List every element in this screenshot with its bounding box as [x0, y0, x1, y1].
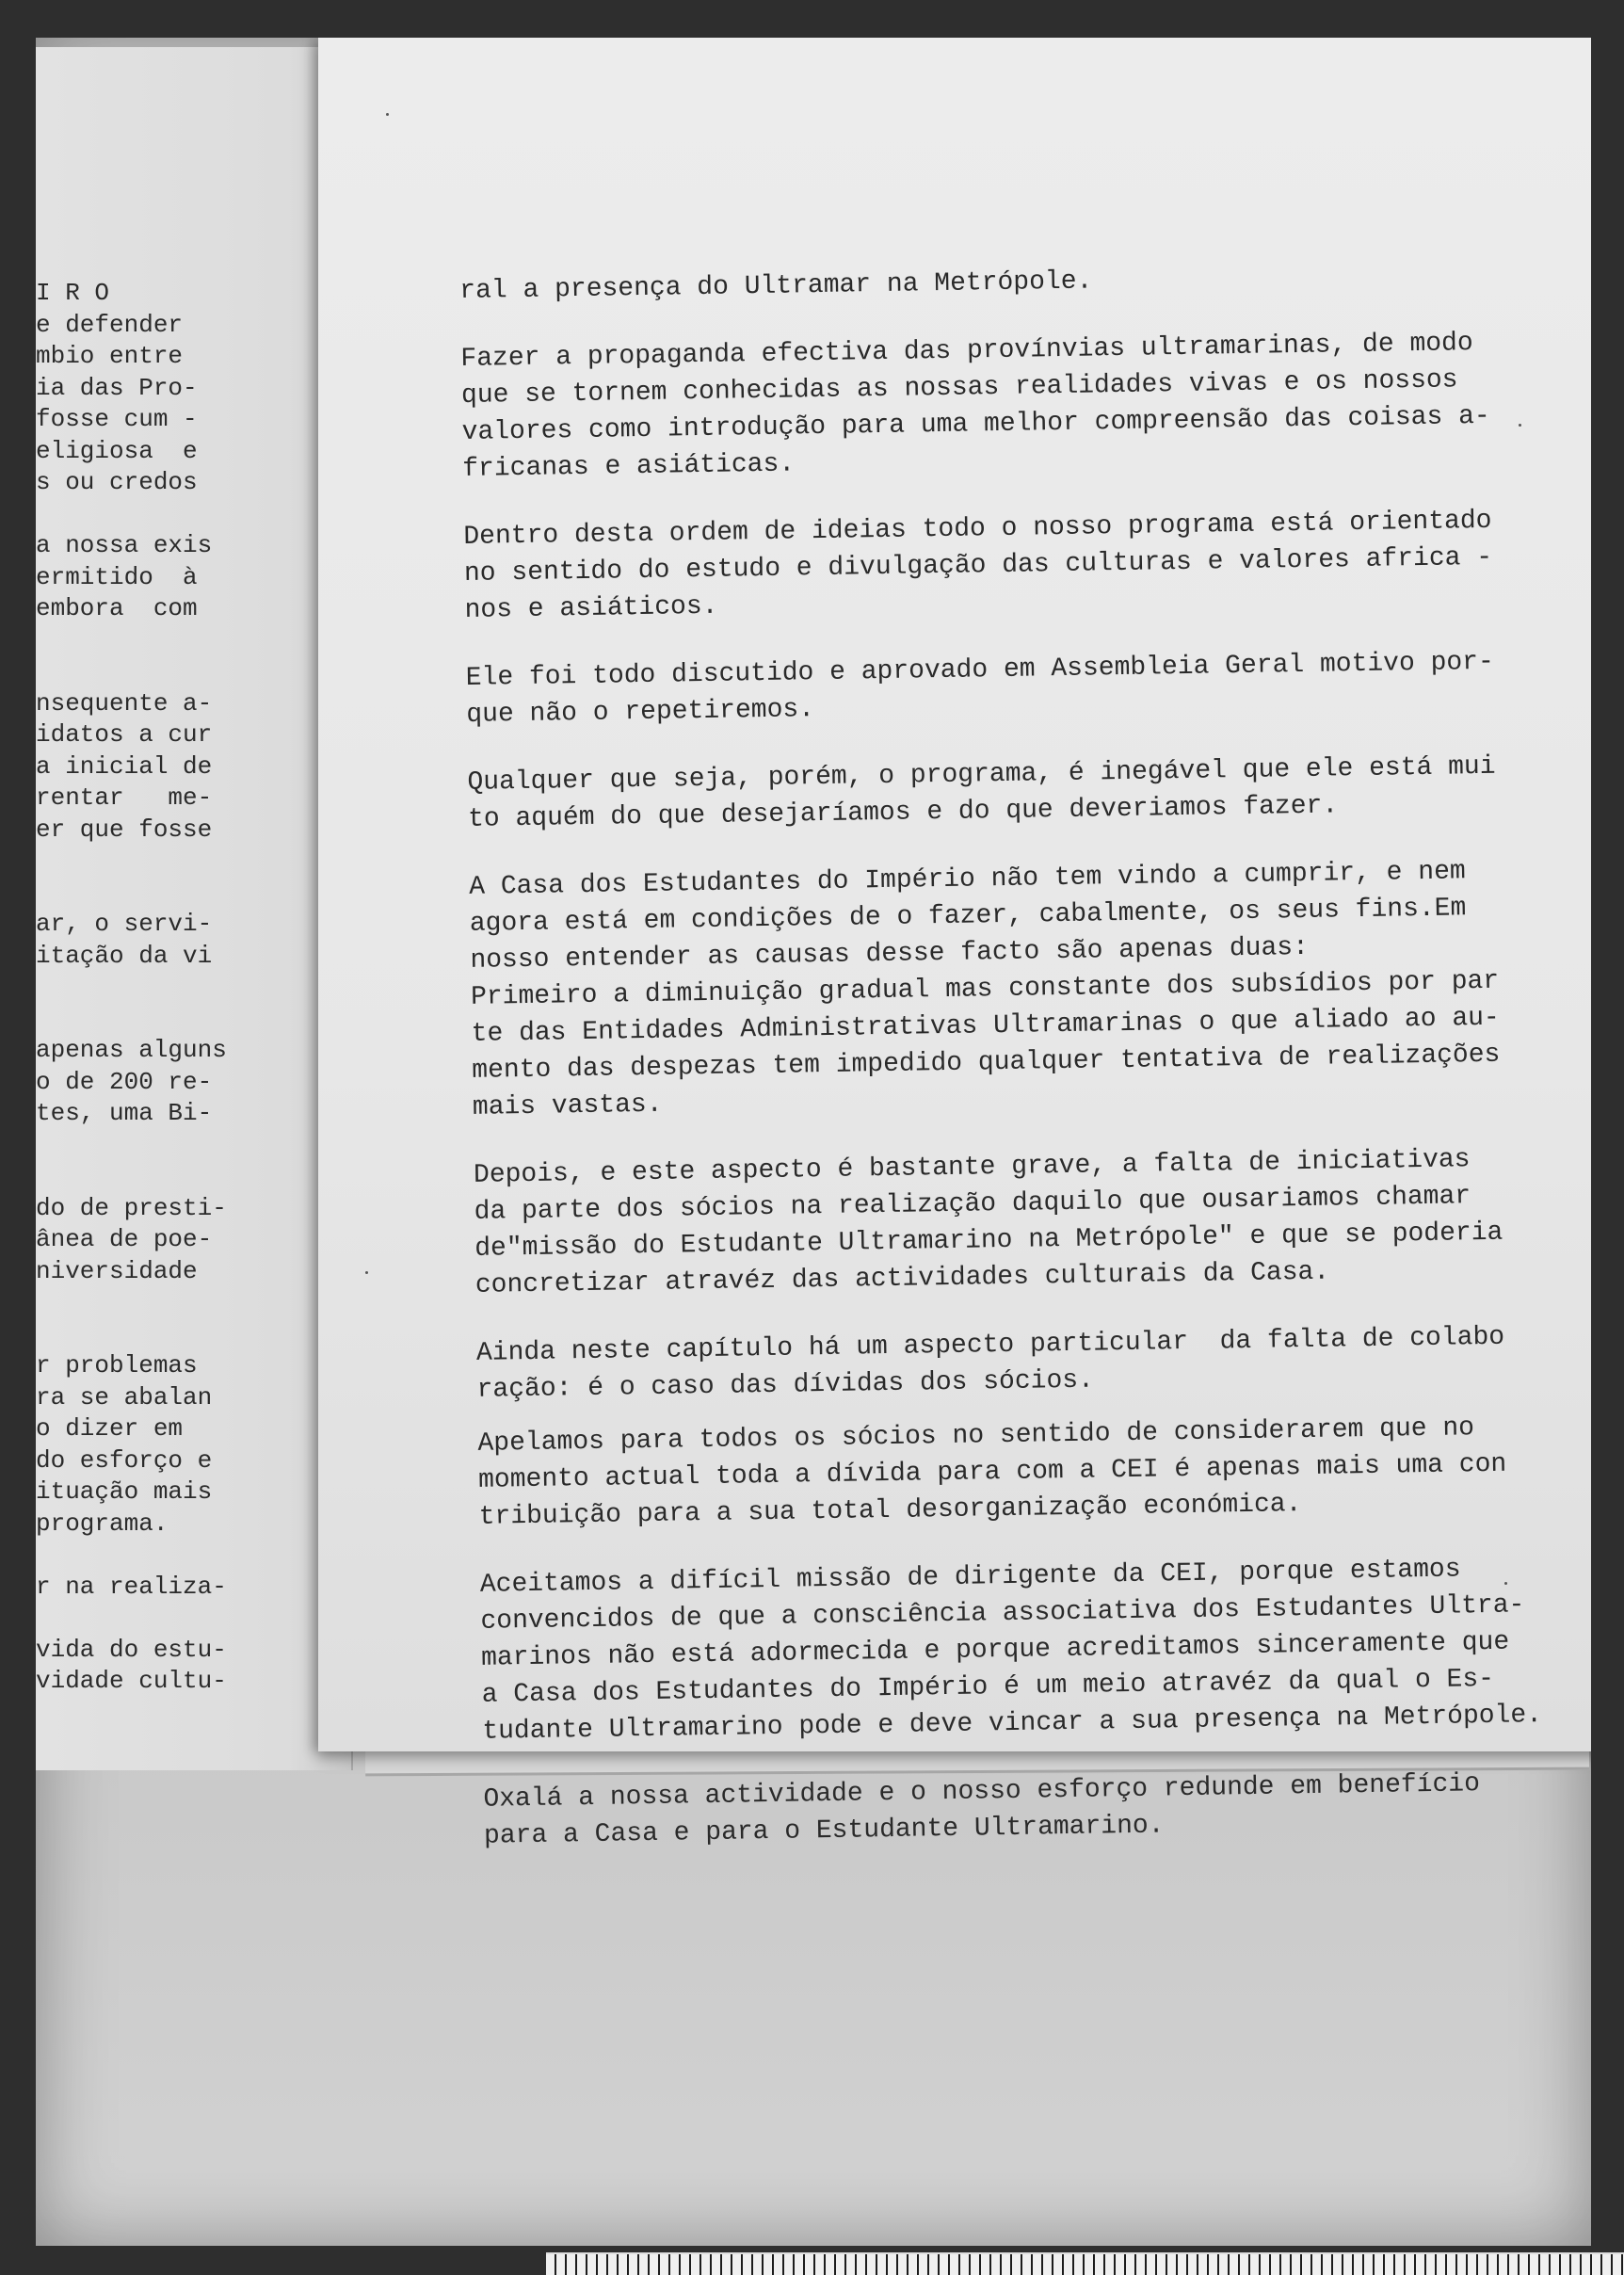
- text-line: Fazer a propaganda efectiva das provínvias ultramarinas, de modo: [460, 329, 1473, 374]
- page-body-text: [459, 255, 1591, 1885]
- paragraph: [474, 1139, 1591, 1304]
- left-fragment-line: idatos a cur: [36, 720, 213, 749]
- text-line: no sentido do estudo e divulgação das culturas e valores africa -: [463, 542, 1493, 589]
- left-page-text: [36, 278, 337, 1698]
- text-line: agora está em condições de o fazer, cabalmente, os seus fins.Em: [469, 894, 1467, 939]
- left-fragment-line: do esforço e: [36, 1445, 213, 1475]
- ink-speck: [1519, 424, 1521, 427]
- text-line: Ele foi todo discutido e aprovado em Assembleia Geral motivo por-: [465, 647, 1495, 693]
- left-fragment-line: [36, 846, 337, 878]
- paragraph: [477, 1408, 1591, 1536]
- text-line: que não o repetiremos.: [466, 695, 815, 730]
- left-fragment-line: [36, 499, 337, 531]
- left-fragment-line: a nossa exis: [36, 531, 213, 559]
- left-fragment-line: s ou credos: [36, 468, 198, 496]
- left-fragment-line: [36, 972, 337, 1004]
- text-line: te das Entidades Administrativas Ultramarinas o que aliado ao au-: [471, 1003, 1500, 1049]
- left-fragment-line: ia das Pro-: [36, 373, 198, 402]
- text-line: Oxalá a nossa actividade e o nosso esforço redunde em benefício: [483, 1769, 1481, 1815]
- text-line: Depois, e este aspecto é bastante grave, a falta de iniciativas: [473, 1145, 1471, 1190]
- text-line: tribuição para a sua total desorganização económica.: [478, 1490, 1302, 1532]
- left-fragment-line: o de 200 re-: [36, 1067, 213, 1096]
- paragraph: [483, 1764, 1591, 1855]
- text-line: mento das despezas tem impedido qualquer tentativa de realizações: [472, 1040, 1501, 1086]
- left-fragment-line: eligiosa e: [36, 436, 198, 465]
- typewritten-page: [318, 38, 1591, 1851]
- text-line: ral a presença do Ultramar na Metrópole.: [459, 266, 1093, 306]
- paragraph: [480, 1549, 1591, 1751]
- left-fragment-line: do de presti-: [36, 1193, 227, 1222]
- paragraph: [469, 851, 1591, 1126]
- paragraph: [467, 747, 1588, 838]
- text-line: to aquém do que desejaríamos e do que deveriamos fazer.: [467, 791, 1339, 834]
- text-line: marinos não está adormecida e porque acreditamos sinceramente que: [480, 1627, 1510, 1673]
- left-fragment-line: nsequente a-: [36, 688, 213, 718]
- text-line: tudante Ultramarino pode e deve vincar a sua presença na Metrópole.: [482, 1701, 1543, 1747]
- left-fragment-line: [36, 625, 337, 657]
- text-line: da parte dos sócios na realização daquilo que ousariamos chamar: [474, 1182, 1471, 1227]
- text-line: fricanas e asiáticas.: [462, 449, 796, 484]
- left-fragment-line: embora com: [36, 594, 198, 622]
- left-fragment-line: [36, 1319, 337, 1351]
- left-fragment-line: [36, 1130, 337, 1162]
- scanned-photo: [36, 38, 1591, 2246]
- left-fragment-line: mbio entre: [36, 342, 184, 370]
- left-fragment-line: fosse cum -: [36, 405, 198, 433]
- text-line: nos e asiáticos.: [464, 591, 718, 625]
- text-line: mais vastas.: [472, 1089, 663, 1122]
- ink-speck: [1504, 1582, 1507, 1585]
- ink-speck: [386, 113, 389, 116]
- text-line: Primeiro a diminuição gradual mas constante dos subsídios por par: [470, 966, 1500, 1012]
- left-fragment-line: a inicial de: [36, 751, 213, 781]
- left-fragment-line: [36, 1287, 337, 1319]
- left-fragment-line: o dizer em: [36, 1414, 184, 1443]
- left-fragment-line: [36, 1603, 337, 1635]
- text-line: para a Casa e para o Estudante Ultramarino.: [483, 1811, 1165, 1851]
- text-line: A Casa dos Estudantes do Império não tem vindo a cumprir, e nem: [469, 857, 1466, 902]
- paragraph: [459, 255, 1580, 310]
- paragraph: [463, 501, 1585, 629]
- left-fragment-line: [36, 1004, 337, 1036]
- left-fragment-line: tes, uma Bi-: [36, 1099, 213, 1127]
- text-line: valores como introdução para uma melhor compreensão das coisas a-: [461, 401, 1490, 447]
- text-line: Ainda neste capítulo há um aspecto particular da falta de colabo: [475, 1322, 1505, 1368]
- left-fragment-line: [36, 1540, 337, 1572]
- text-line: concretizar atravéz das actividades culturais da Casa.: [474, 1257, 1330, 1300]
- text-line: Dentro desta ordem de ideias todo o nosso programa está orientado: [463, 506, 1492, 552]
- left-fragment-line: [36, 878, 337, 910]
- text-line: nosso entender as causas desse facto são apenas duas:: [470, 932, 1310, 976]
- text-line: Apelamos para todos os sócios no sentido de considerarem que no: [477, 1413, 1475, 1459]
- paragraph: [460, 323, 1583, 488]
- paragraph: [476, 1317, 1591, 1409]
- left-fragment-line: er que fosse: [36, 815, 213, 844]
- left-fragment-line: itação da vi: [36, 941, 213, 970]
- text-line: Aceitamos a difícil missão de dirigente da CEI, porque estamos: [479, 1555, 1461, 1600]
- left-fragment-line: r problemas: [36, 1351, 198, 1380]
- text-line: Qualquer que seja, porém, o programa, é inegável que ele está mui: [467, 751, 1496, 798]
- left-fragment-line: ituação mais: [36, 1477, 213, 1506]
- ink-speck: [365, 1271, 368, 1274]
- left-fragment-line: [36, 1161, 337, 1193]
- text-line: que se tornem conhecidas as nossas realidades vivas e os nossos: [460, 365, 1458, 411]
- text-line: a Casa dos Estudantes do Império é um meio atravéz da qual o Es-: [481, 1664, 1495, 1710]
- text-line: de"missão do Estudante Ultramarino na Metrópole" e que se poderia: [474, 1218, 1503, 1264]
- left-fragment-line: [36, 656, 337, 688]
- left-fragment-line: apenas alguns: [36, 1036, 227, 1064]
- scale-ruler: [546, 2252, 1624, 2275]
- paragraph: [465, 642, 1586, 734]
- text-line: convencidos de que a consciência associativa dos Estudantes Ultra-: [480, 1590, 1525, 1637]
- left-fragment-line: niversidade: [36, 1256, 198, 1285]
- text-line: momento actual toda a dívida para com a CEI é apenas mais uma con: [477, 1449, 1507, 1495]
- left-fragment-line: I R O: [36, 279, 110, 307]
- text-line: ração: é o caso das dívidas dos sócios.: [476, 1365, 1095, 1405]
- left-fragment-line: rentar me-: [36, 783, 213, 812]
- left-fragment-line: e defender: [36, 310, 184, 339]
- left-fragment-line: vidade cultu-: [36, 1667, 227, 1695]
- left-fragment-line: vida do estu-: [36, 1635, 227, 1664]
- left-fragment-line: r na realiza-: [36, 1572, 227, 1601]
- left-fragment-line: ermitido à: [36, 562, 198, 591]
- left-page-fragment: [36, 47, 353, 1770]
- left-fragment-line: ânea de poe-: [36, 1225, 213, 1253]
- left-fragment-line: ar, o servi-: [36, 910, 213, 938]
- left-fragment-line: ra se abalan: [36, 1382, 213, 1412]
- left-fragment-line: programa.: [36, 1509, 169, 1538]
